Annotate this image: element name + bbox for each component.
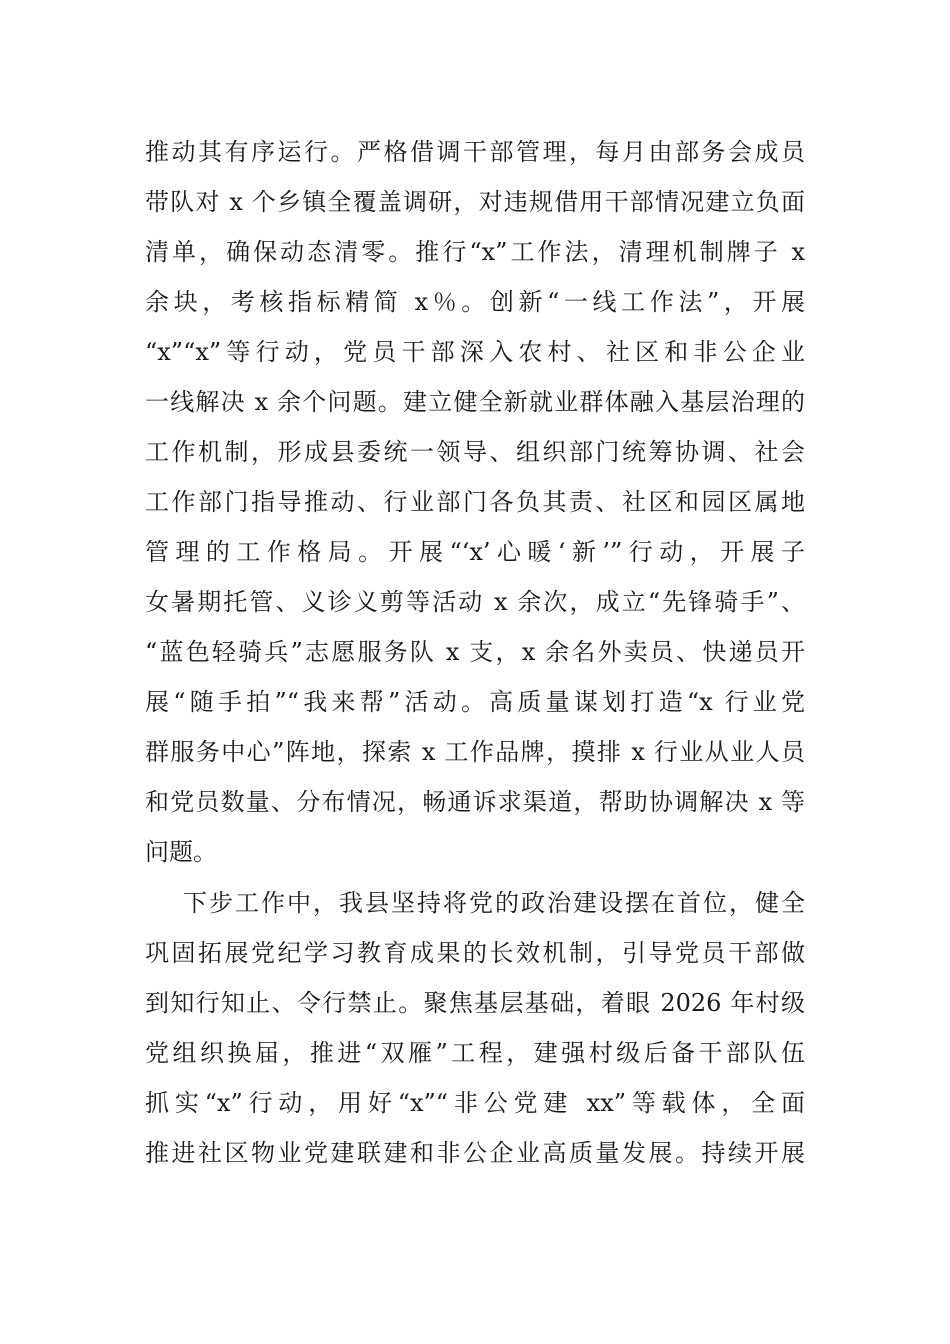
paragraph-line: 女暑期托管、义诊义剪等活动 x 余次，成立“先锋骑手”、 <box>145 588 805 616</box>
paragraph-line: 群服务中心”阵地，探索 x 工作品牌，摸排 x 行业从业人员 <box>145 738 805 766</box>
paragraph-line: 带队对 x 个乡镇全覆盖调研，对违规借用干部情况建立负面 <box>145 188 805 216</box>
paragraph-line: 展“随手拍”“我来帮”活动。高质量谋划打造“x 行业党 <box>145 688 805 716</box>
paragraph-line: 和党员数量、分布情况，畅通诉求渠道，帮助协调解决 x 等 <box>145 788 805 816</box>
paragraph-line: “蓝色轻骑兵”志愿服务队 x 支，x 余名外卖员、快递员开 <box>145 638 805 666</box>
paragraph-line: 推进社区物业党建联建和非公企业高质量发展。持续开展 <box>145 1139 805 1167</box>
paragraph-line: 抓实“x”行动，用好“x”“非公党建 xx”等载体，全面 <box>145 1089 805 1117</box>
paragraph-2 <box>145 878 805 1178</box>
paragraph-line: 下步工作中，我县坚持将党的政治建设摆在首位，健全 <box>183 889 805 917</box>
paragraph-line: 工作部门指导推动、行业部门各负其责、社区和园区属地 <box>145 488 805 516</box>
paragraph-line: 清单，确保动态清零。推行“x”工作法，清理机制牌子 x <box>145 238 805 266</box>
paragraph-line: “x”“x”等行动，党员干部深入农村、社区和非公企业 <box>145 338 805 366</box>
paragraph-line: 推动其有序运行。严格借调干部管理，每月由部务会成员 <box>145 138 805 166</box>
paragraph-line: 到知行知止、令行禁止。聚焦基层基础，着眼 2026 年村级 <box>145 989 805 1017</box>
paragraph-line: 党组织换届，推进“双雁”工程，建强村级后备干部队伍 <box>145 1039 805 1067</box>
paragraph-line: 问题。 <box>145 838 217 866</box>
paragraph-line: 巩固拓展党纪学习教育成果的长效机制，引导党员干部做 <box>145 939 805 967</box>
paragraph-line: 管理的工作格局。开展“‘x’心暖‘新’”行动，开展子 <box>145 538 805 566</box>
paragraph-line: 余块，考核指标精简 x％。创新“一线工作法”，开展 <box>145 288 805 316</box>
paragraph-line: 一线解决 x 余个问题。建立健全新就业群体融入基层治理的 <box>145 388 805 416</box>
paragraph-line: 工作机制，形成县委统一领导、组织部门统筹协调、社会 <box>145 438 805 466</box>
paragraph-1 <box>145 127 805 877</box>
